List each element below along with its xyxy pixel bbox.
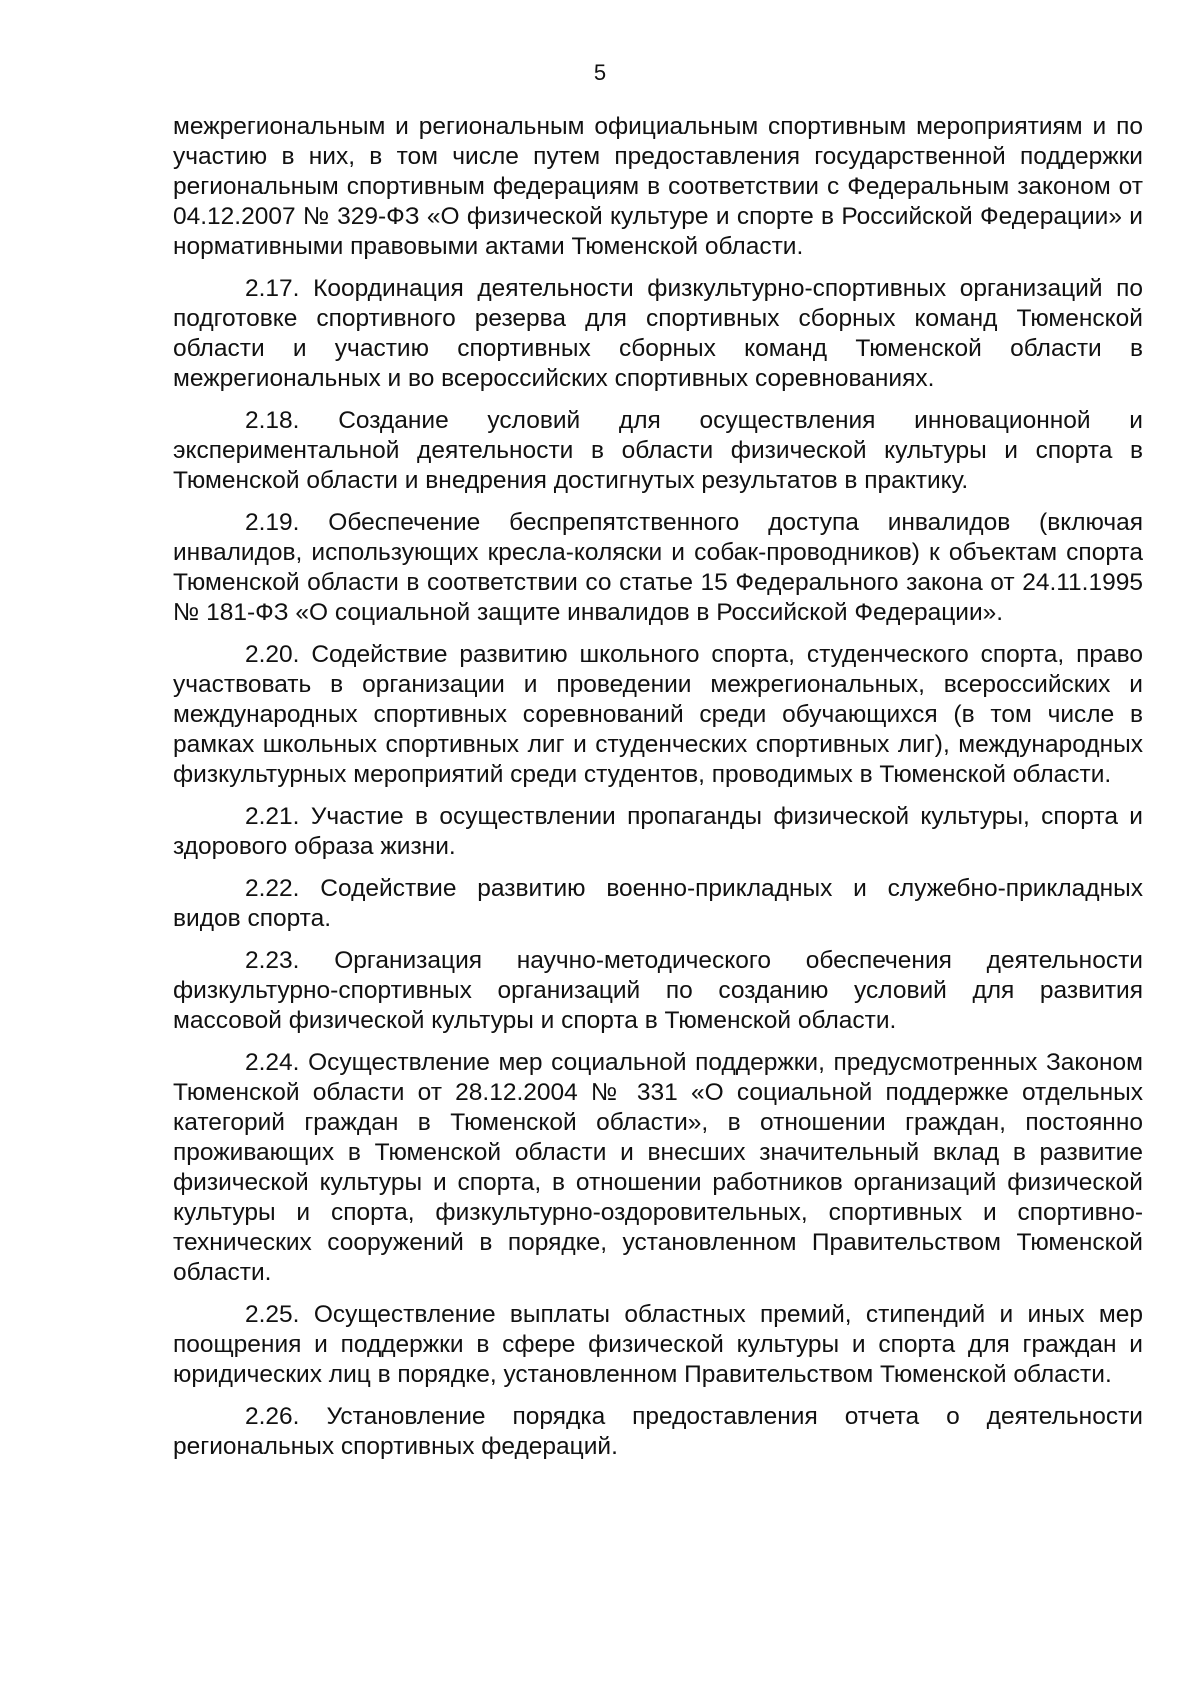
paragraph-2-21: 2.21. Участие в осуществлении пропаганды физической культуры, спорта и здорового образа жизни. (173, 803, 1143, 860)
paragraph-continuation: межрегиональным и региональным официальным спортивным мероприятиям и по участию в них, в том числе путем предоставления государственной поддержки региональным спортивным федерациям в соответствии с Федеральным законом от 04.12.2007 № 329-ФЗ «О физической культуре и спорте в Российской Федерации» и нормативными правовыми актами Тюменской области. (173, 113, 1143, 260)
paragraph-2-18: 2.18. Создание условий для осуществления инновационной и экспериментальной деятельности в области физической культуры и спорта в Тюменской области и внедрения достигнутых результатов в практику. (173, 407, 1143, 494)
paragraph-2-25: 2.25. Осуществление выплаты областных премий, стипендий и иных мер поощрения и поддержки в сфере физической культуры и спорта для граждан и юридических лиц в порядке, установленном Правительством Тюменской области. (173, 1301, 1143, 1388)
paragraph-2-19: 2.19. Обеспечение беспрепятственного доступа инвалидов (включая инвалидов, использующих кресла-коляски и собак-проводников) к объектам спорта Тюменской области в соответствии со статье 15 Федерального закона от 24.11.1995 № 181-ФЗ «О социальной защите инвалидов в Российской Федерации». (173, 509, 1143, 626)
paragraph-2-23: 2.23. Организация научно-методического обеспечения деятельности физкультурно-спортивных организаций по созданию условий для развития массовой физической культуры и спорта в Тюменской области. (173, 947, 1143, 1034)
document-body (173, 112, 1143, 1474)
paragraph-2-17: 2.17. Координация деятельности физкультурно-спортивных организаций по подготовке спортивного резерва для спортивных сборных команд Тюменской области и участию спортивных сборных команд Тюменской области в межрегиональных и во всероссийских спортивных соревнованиях. (173, 275, 1143, 392)
paragraph-2-26: 2.26. Установление порядка предоставления отчета о деятельности региональных спортивных федераций. (173, 1403, 1143, 1460)
paragraph-2-24: 2.24. Осуществление мер социальной поддержки, предусмотренных Законом Тюменской области от 28.12.2004 № 331 «О социальной поддержке отдельных категорий граждан в Тюменской области», в отношении граждан, постоянно проживающих в Тюменской области и внесших значительный вклад в развитие физической культуры и спорта, в отношении работников организаций физической культуры и спорта, физкультурно-оздоровительных, спортивных и спортивно-технических сооружений в порядке, установленном Правительством Тюменской области. (173, 1049, 1143, 1286)
page-number: 5 (593, 60, 607, 85)
paragraph-2-22: 2.22. Содействие развитию военно-прикладных и служебно-прикладных видов спорта. (173, 875, 1143, 932)
paragraph-2-20: 2.20. Содействие развитию школьного спорта, студенческого спорта, право участвовать в организации и проведении межрегиональных, всероссийских и международных спортивных соревнований среди обучающихся (в том числе в рамках школьных спортивных лиг и студенческих спортивных лиг), международных физкультурных мероприятий среди студентов, проводимых в Тюменской области. (173, 641, 1143, 788)
